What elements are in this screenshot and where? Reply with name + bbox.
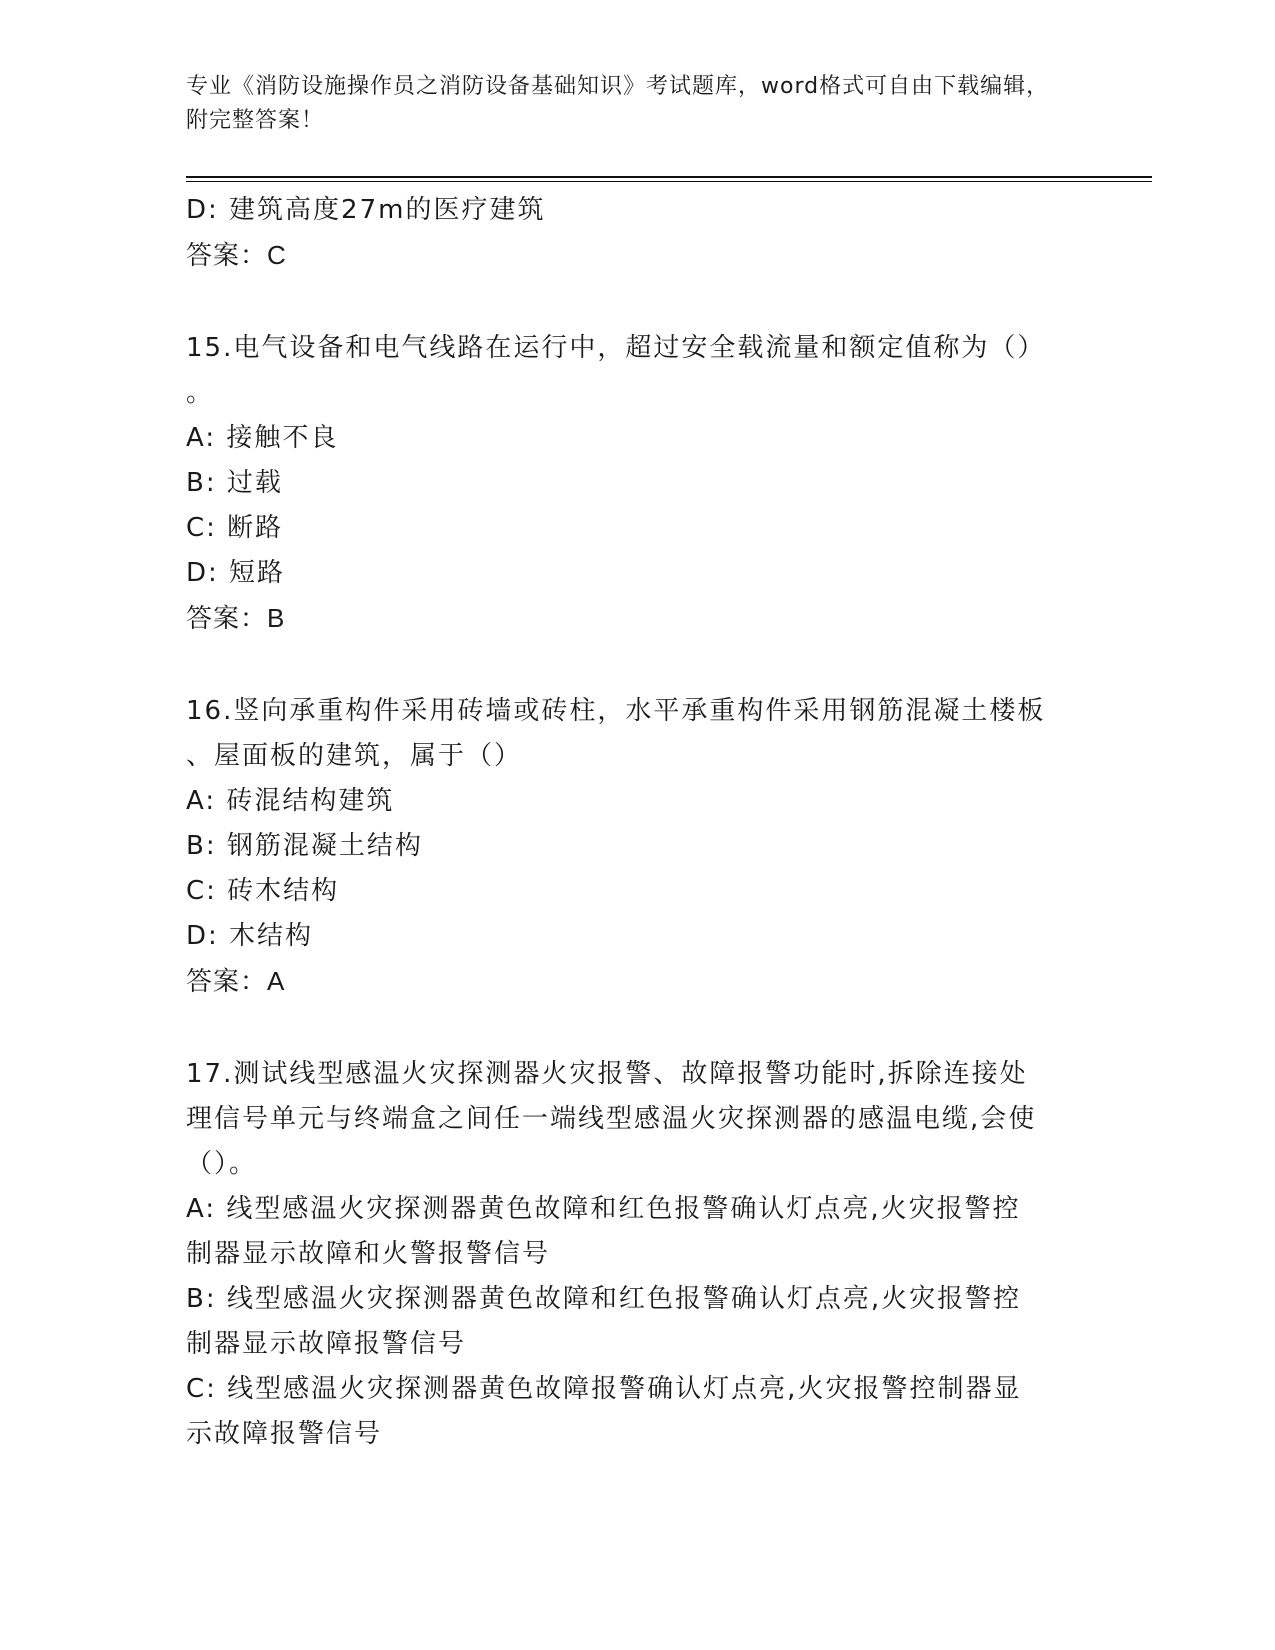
header-text: 专业《消防设施操作员之消防设备基础知识》考试题库，word格式可自由下载编辑，附完整答案！ xyxy=(186,74,1050,133)
option-b: B: 钢筋混凝土结构 xyxy=(186,831,423,861)
option-a-continued: 制器显示故障和火警报警信号 xyxy=(186,1239,551,1269)
document-header xyxy=(186,70,1066,138)
question-stem-line: 、屋面板的建筑，属于（） xyxy=(186,741,523,771)
answer: 答案：B xyxy=(186,603,286,633)
option-d-prev: D: 建筑高度27m的医疗建筑 xyxy=(186,195,546,225)
question-stem-line: 17.测试线型感温火灾探测器火灾报警、故障报警功能时,拆除连接处 xyxy=(186,1059,1028,1089)
option-a: A: 接触不良 xyxy=(186,423,339,453)
option-c: C: 砖木结构 xyxy=(186,876,340,906)
option-b-continued: 制器显示故障报警信号 xyxy=(186,1329,467,1359)
option-b: B: 线型感温火灾探测器黄色故障和红色报警确认灯点亮,火灾报警控 xyxy=(186,1284,1022,1314)
answer-prev: 答案：C xyxy=(186,240,287,270)
question-17 xyxy=(186,1052,1086,1457)
question-16 xyxy=(186,689,1086,1004)
question-stem-line: （）。 xyxy=(186,1149,258,1179)
option-c-continued: 示故障报警信号 xyxy=(186,1419,383,1449)
question-content xyxy=(186,188,1086,1457)
option-d: D: 短路 xyxy=(186,558,286,588)
question-15 xyxy=(186,326,1086,641)
question-stem-line: 。 xyxy=(186,378,215,408)
answer: 答案：A xyxy=(186,966,286,996)
question-stem-line: 15.电气设备和电气线路在运行中，超过安全载流量和额定值称为（） xyxy=(186,333,1046,363)
question-stem-line: 16.竖向承重构件采用砖墙或砖柱，水平承重构件采用钢筋混凝土楼板 xyxy=(186,696,1046,726)
option-d: D: 木结构 xyxy=(186,921,314,951)
option-a: A: 砖混结构建筑 xyxy=(186,786,395,816)
option-b: B: 过载 xyxy=(186,468,283,498)
option-c: C: 线型感温火灾探测器黄色故障报警确认灯点亮,火灾报警控制器显 xyxy=(186,1374,1022,1404)
option-c: C: 断路 xyxy=(186,513,284,543)
header-rule-thin xyxy=(186,181,1152,182)
header-rule-thick xyxy=(186,176,1152,178)
question-stem-line: 理信号单元与终端盒之间任一端线型感温火灾探测器的感温电缆,会使 xyxy=(186,1104,1037,1134)
option-a: A: 线型感温火灾探测器黄色故障和红色报警确认灯点亮,火灾报警控 xyxy=(186,1194,1021,1224)
